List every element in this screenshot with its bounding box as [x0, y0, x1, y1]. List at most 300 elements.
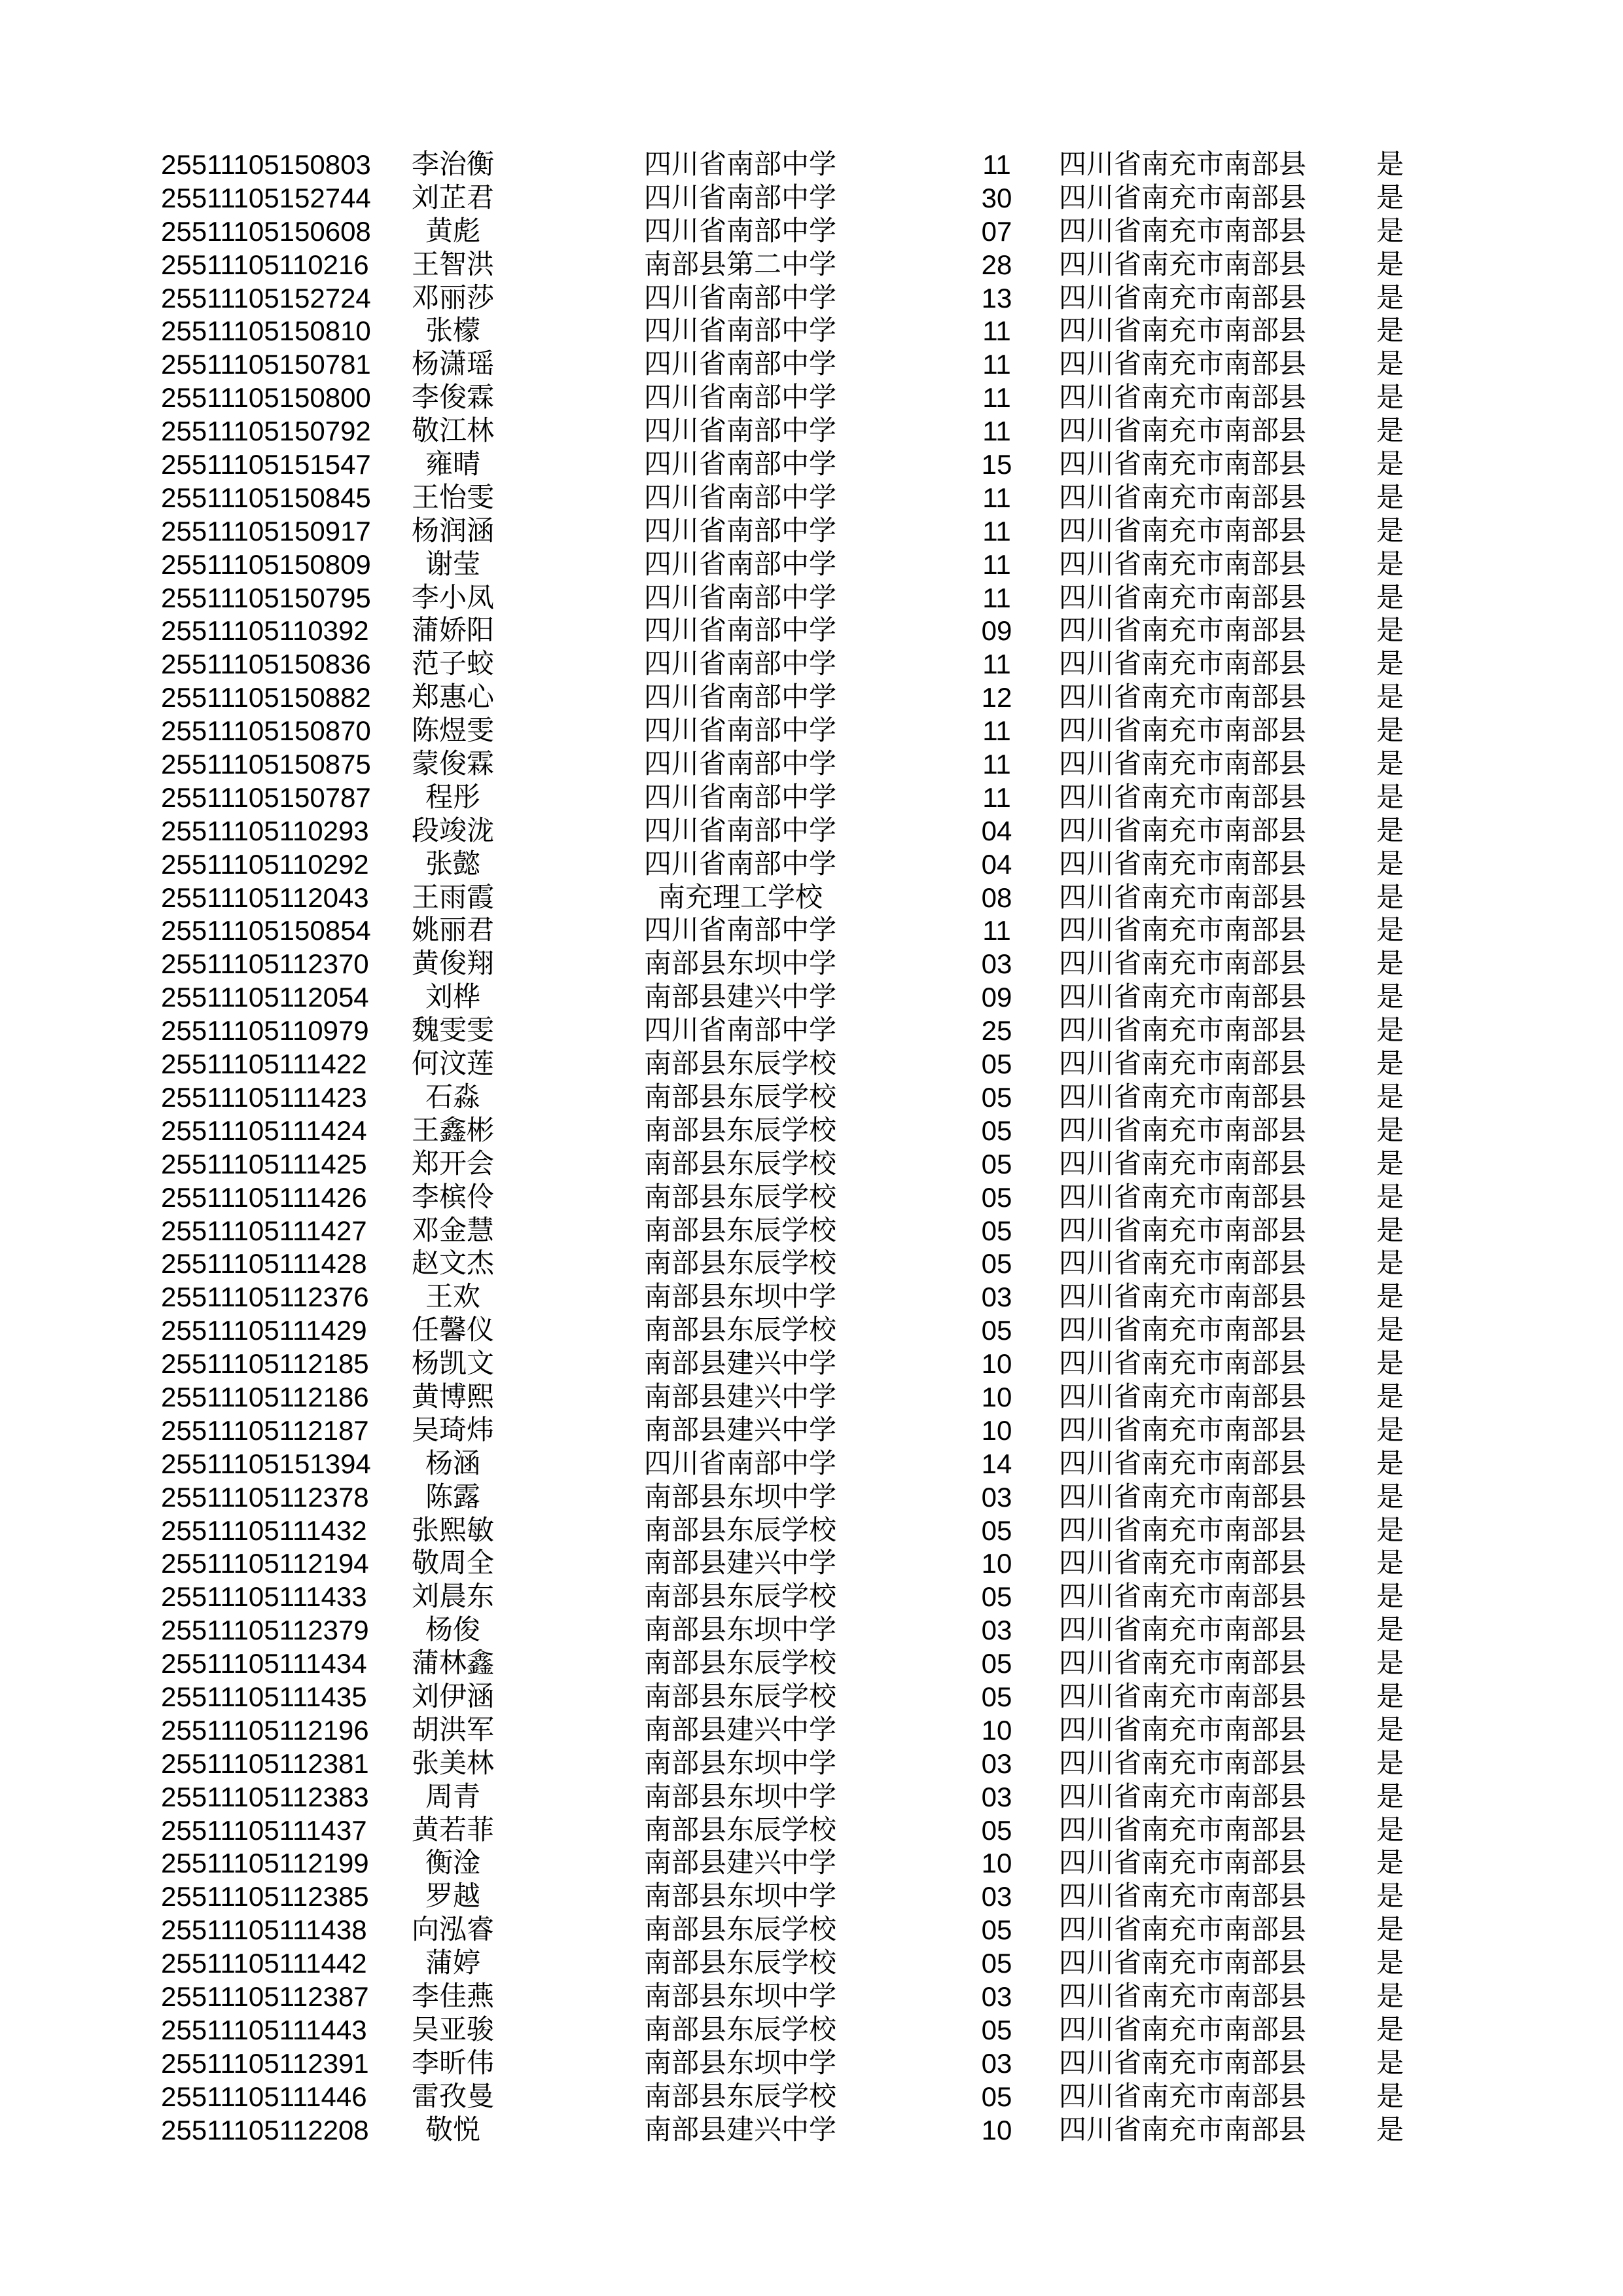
exam-id-cell: 25511105112187: [161, 1414, 369, 1446]
exam-id-cell: 25511105111443: [161, 2014, 367, 2045]
student-name-cell: 陈露: [425, 1482, 480, 1513]
table-row: [0, 981, 1623, 1014]
student-name-cell: 黄若菲: [411, 1815, 494, 1846]
class-code-cell: 28: [981, 249, 1012, 280]
class-code-cell: 03: [981, 948, 1012, 980]
exam-id-cell: 25511105110293: [161, 815, 369, 846]
region-cell: 四川省南充市南部县: [1058, 1082, 1306, 1113]
region-cell: 四川省南充市南部县: [1058, 416, 1306, 447]
region-cell: 四川省南充市南部县: [1058, 183, 1306, 213]
table-row: [0, 848, 1623, 882]
student-name-cell: 张懿: [425, 849, 480, 880]
school-cell: 南部县建兴中学: [643, 1549, 836, 1579]
class-code-cell: 10: [981, 1714, 1012, 1746]
confirm-flag-cell: 是: [1376, 1049, 1404, 1080]
school-cell: 四川省南部中学: [643, 1448, 836, 1479]
school-cell: 南部县东辰学校: [643, 1149, 836, 1179]
confirm-flag-cell: 是: [1376, 1615, 1404, 1646]
region-cell: 四川省南充市南部县: [1058, 1848, 1306, 1879]
student-name-cell: 杨俊: [425, 1615, 480, 1646]
table-row: [0, 1681, 1623, 1714]
school-cell: 四川省南部中学: [643, 416, 836, 447]
table-row: [0, 914, 1623, 948]
student-name-cell: 谢莹: [425, 549, 480, 580]
confirm-flag-cell: 是: [1376, 949, 1404, 980]
region-cell: 四川省南充市南部县: [1058, 1715, 1306, 1746]
confirm-flag-cell: 是: [1376, 1215, 1404, 1246]
student-name-cell: 陈煜雯: [411, 716, 494, 747]
class-code-cell: 05: [981, 1681, 1012, 1712]
exam-id-cell: 25511105110292: [161, 848, 369, 880]
class-code-cell: 14: [981, 1448, 1012, 1479]
school-cell: 南部县东辰学校: [643, 1681, 836, 1712]
region-cell: 四川省南充市南部县: [1058, 1016, 1306, 1047]
table-row: [0, 382, 1623, 415]
class-code-cell: 04: [981, 815, 1012, 846]
table-row: [0, 482, 1623, 515]
table-row: [0, 582, 1623, 615]
school-cell: 南部县东坝中学: [643, 1482, 836, 1513]
school-cell: 南部县东辰学校: [643, 1215, 836, 1246]
school-cell: 南部县第二中学: [643, 249, 836, 280]
exam-id-cell: 25511105112185: [161, 1348, 369, 1380]
exam-id-cell: 25511105111428: [161, 1248, 367, 1280]
table-row: [0, 781, 1623, 815]
exam-id-cell: 25511105150870: [161, 715, 371, 747]
exam-id-cell: 25511105112370: [161, 948, 369, 980]
table-row: [0, 748, 1623, 781]
table-row: [0, 1981, 1623, 2014]
region-cell: 四川省南充市南部县: [1058, 2015, 1306, 2045]
confirm-flag-cell: 是: [1376, 882, 1404, 913]
table-row: [0, 1647, 1623, 1681]
confirm-flag-cell: 是: [1376, 1715, 1404, 1746]
student-name-cell: 王鑫彬: [411, 1115, 494, 1146]
confirm-flag-cell: 是: [1376, 1182, 1404, 1213]
confirm-flag-cell: 是: [1376, 1582, 1404, 1613]
school-cell: 南部县东辰学校: [643, 1049, 836, 1080]
confirm-flag-cell: 是: [1376, 649, 1404, 680]
region-cell: 四川省南充市南部县: [1058, 249, 1306, 280]
class-code-cell: 11: [982, 315, 1011, 347]
exam-id-cell: 25511105111422: [161, 1049, 367, 1080]
class-code-cell: 11: [982, 416, 1011, 447]
confirm-flag-cell: 是: [1376, 1282, 1404, 1313]
table-row: [0, 415, 1623, 448]
region-cell: 四川省南充市南部县: [1058, 1482, 1306, 1513]
school-cell: 四川省南部中学: [643, 683, 836, 713]
class-code-cell: 05: [981, 1648, 1012, 1679]
confirm-flag-cell: 是: [1376, 416, 1404, 447]
school-cell: 四川省南部中学: [643, 150, 836, 180]
confirm-flag-cell: 是: [1376, 316, 1404, 347]
table-row: [0, 1014, 1623, 1048]
school-cell: 四川省南部中学: [643, 616, 836, 647]
table-row: [0, 1381, 1623, 1414]
class-code-cell: 05: [981, 1081, 1012, 1113]
school-cell: 南部县东辰学校: [643, 1515, 836, 1546]
table-row: [0, 215, 1623, 249]
school-cell: 南充理工学校: [657, 882, 823, 913]
exam-id-cell: 25511105111427: [161, 1215, 367, 1246]
student-name-cell: 魏雯雯: [411, 1016, 494, 1047]
table-row: [0, 1081, 1623, 1115]
student-name-cell: 张美林: [411, 1748, 494, 1779]
class-code-cell: 12: [981, 682, 1012, 713]
region-cell: 四川省南充市南部县: [1058, 982, 1306, 1013]
region-cell: 四川省南充市南部县: [1058, 1115, 1306, 1146]
region-cell: 四川省南充市南部县: [1058, 949, 1306, 980]
confirm-flag-cell: 是: [1376, 2115, 1404, 2145]
class-code-cell: 05: [981, 1515, 1012, 1546]
school-cell: 四川省南部中学: [643, 649, 836, 680]
exam-id-cell: 25511105150836: [161, 649, 371, 680]
school-cell: 四川省南部中学: [643, 782, 836, 813]
confirm-flag-cell: 是: [1376, 982, 1404, 1013]
exam-id-cell: 25511105112379: [161, 1615, 369, 1646]
table-row: [0, 1448, 1623, 1481]
student-name-cell: 敬江林: [411, 416, 494, 447]
region-cell: 四川省南充市南部县: [1058, 150, 1306, 180]
school-cell: 南部县东辰学校: [643, 1182, 836, 1213]
class-code-cell: 03: [981, 1881, 1012, 1912]
confirm-flag-cell: 是: [1376, 2048, 1404, 2079]
table-row: [0, 1148, 1623, 1181]
school-cell: 四川省南部中学: [643, 283, 836, 314]
region-cell: 四川省南充市南部县: [1058, 2081, 1306, 2112]
student-name-cell: 衡淦: [425, 1848, 480, 1879]
region-cell: 四川省南充市南部县: [1058, 782, 1306, 813]
region-cell: 四川省南充市南部县: [1058, 2048, 1306, 2079]
confirm-flag-cell: 是: [1376, 350, 1404, 380]
student-name-cell: 王欢: [425, 1282, 480, 1313]
class-code-cell: 05: [981, 1315, 1012, 1346]
student-name-cell: 张熙敏: [411, 1515, 494, 1546]
student-name-cell: 李佳燕: [411, 1981, 494, 2012]
student-name-cell: 刘伊涵: [411, 1681, 494, 1712]
class-code-cell: 11: [982, 915, 1011, 946]
table-row: [0, 1947, 1623, 1981]
table-row: [0, 1181, 1623, 1215]
student-name-cell: 姚丽君: [411, 916, 494, 946]
table-row: [0, 282, 1623, 315]
class-code-cell: 05: [981, 1115, 1012, 1146]
student-name-cell: 王怡雯: [411, 482, 494, 513]
class-code-cell: 15: [981, 449, 1012, 480]
exam-id-cell: 25511105150792: [161, 416, 371, 447]
student-name-cell: 刘桦: [425, 982, 480, 1013]
region-cell: 四川省南充市南部县: [1058, 1515, 1306, 1546]
student-name-cell: 蒙俊霖: [411, 749, 494, 780]
student-name-cell: 周青: [425, 1782, 480, 1812]
student-name-cell: 黄俊翔: [411, 949, 494, 980]
student-name-cell: 黄彪: [425, 216, 480, 247]
class-code-cell: 10: [981, 2114, 1012, 2145]
confirm-flag-cell: 是: [1376, 1415, 1404, 1446]
exam-id-cell: 25511105111438: [161, 1914, 367, 1946]
student-name-cell: 王雨霞: [411, 882, 494, 913]
table-row: [0, 348, 1623, 382]
region-cell: 四川省南充市南部县: [1058, 1948, 1306, 1979]
class-code-cell: 03: [981, 1981, 1012, 2012]
table-row: [0, 315, 1623, 348]
confirm-flag-cell: 是: [1376, 1382, 1404, 1412]
school-cell: 南部县东辰学校: [643, 2015, 836, 2045]
exam-id-cell: 25511105152724: [161, 282, 371, 314]
region-cell: 四川省南充市南部县: [1058, 1748, 1306, 1779]
region-cell: 四川省南充市南部县: [1058, 882, 1306, 913]
confirm-flag-cell: 是: [1376, 2015, 1404, 2045]
school-cell: 南部县东辰学校: [643, 1915, 836, 1946]
exam-id-cell: 25511105150795: [161, 582, 371, 613]
region-cell: 四川省南充市南部县: [1058, 916, 1306, 946]
school-cell: 南部县建兴中学: [643, 1715, 836, 1746]
class-code-cell: 11: [982, 482, 1011, 513]
student-name-cell: 敬周全: [411, 1549, 494, 1579]
class-code-cell: 09: [981, 982, 1012, 1013]
table-row: [0, 1314, 1623, 1348]
school-cell: 南部县东辰学校: [643, 1582, 836, 1613]
class-code-cell: 11: [982, 515, 1011, 547]
student-name-cell: 郑开会: [411, 1149, 494, 1179]
table-row: [0, 182, 1623, 215]
school-cell: 南部县东辰学校: [643, 1082, 836, 1113]
exam-id-cell: 25511105110979: [161, 1015, 369, 1047]
region-cell: 四川省南充市南部县: [1058, 1549, 1306, 1579]
school-cell: 四川省南部中学: [643, 849, 836, 880]
school-cell: 四川省南部中学: [643, 383, 836, 414]
table-row: [0, 715, 1623, 748]
school-cell: 四川省南部中学: [643, 450, 836, 480]
student-name-cell: 李槟伶: [411, 1182, 494, 1213]
student-name-cell: 敬悦: [425, 2115, 480, 2145]
exam-id-cell: 25511105112378: [161, 1481, 369, 1513]
school-cell: 南部县东坝中学: [643, 949, 836, 980]
class-code-cell: 10: [981, 1381, 1012, 1412]
confirm-flag-cell: 是: [1376, 583, 1404, 613]
region-cell: 四川省南充市南部县: [1058, 1815, 1306, 1846]
region-cell: 四川省南充市南部县: [1058, 2115, 1306, 2145]
confirm-flag-cell: 是: [1376, 2081, 1404, 2112]
exam-id-cell: 25511105151394: [161, 1448, 371, 1479]
exam-id-cell: 25511105112054: [161, 982, 369, 1013]
exam-id-cell: 25511105112186: [161, 1381, 369, 1412]
school-cell: 南部县东坝中学: [643, 1282, 836, 1313]
class-code-cell: 25: [981, 1015, 1012, 1047]
table-row: [0, 615, 1623, 648]
table-row: [0, 2081, 1623, 2114]
table-row: [0, 815, 1623, 848]
region-cell: 四川省南充市南部县: [1058, 1981, 1306, 2012]
table-row: [0, 548, 1623, 582]
region-cell: 四川省南充市南部县: [1058, 482, 1306, 513]
student-name-cell: 蒲婷: [425, 1948, 480, 1979]
school-cell: 南部县东辰学校: [643, 2081, 836, 2112]
region-cell: 四川省南充市南部县: [1058, 1782, 1306, 1812]
school-cell: 南部县东辰学校: [643, 1649, 836, 1679]
exam-id-cell: 25511105150917: [161, 515, 371, 547]
region-cell: 四川省南充市南部县: [1058, 1615, 1306, 1646]
table-row: [0, 448, 1623, 482]
exam-id-cell: 25511105112387: [161, 1981, 369, 2012]
student-name-cell: 李昕伟: [411, 2048, 494, 2079]
student-name-cell: 程彤: [425, 782, 480, 813]
region-cell: 四川省南充市南部县: [1058, 649, 1306, 680]
region-cell: 四川省南充市南部县: [1058, 1149, 1306, 1179]
class-code-cell: 05: [981, 1049, 1012, 1080]
school-cell: 四川省南部中学: [643, 549, 836, 580]
table-row: [0, 1814, 1623, 1848]
exam-id-cell: 25511105112391: [161, 2047, 369, 2079]
class-code-cell: 03: [981, 1481, 1012, 1513]
confirm-flag-cell: 是: [1376, 283, 1404, 314]
class-code-cell: 03: [981, 2047, 1012, 2079]
exam-id-cell: 25511105111426: [161, 1181, 367, 1213]
school-cell: 四川省南部中学: [643, 716, 836, 747]
class-code-cell: 11: [982, 582, 1011, 613]
confirm-flag-cell: 是: [1376, 383, 1404, 414]
confirm-flag-cell: 是: [1376, 1882, 1404, 1912]
student-registration-table: [0, 149, 1623, 2147]
school-cell: 四川省南部中学: [643, 816, 836, 846]
region-cell: 四川省南充市南部县: [1058, 350, 1306, 380]
student-name-cell: 王智洪: [411, 249, 494, 280]
class-code-cell: 05: [981, 1148, 1012, 1179]
confirm-flag-cell: 是: [1376, 1848, 1404, 1879]
school-cell: 南部县东辰学校: [643, 1249, 836, 1280]
confirm-flag-cell: 是: [1376, 1016, 1404, 1047]
confirm-flag-cell: 是: [1376, 183, 1404, 213]
exam-id-cell: 25511105150875: [161, 749, 371, 780]
region-cell: 四川省南充市南部县: [1058, 316, 1306, 347]
region-cell: 四川省南充市南部县: [1058, 383, 1306, 414]
table-row: [0, 1748, 1623, 1781]
class-code-cell: 05: [981, 1948, 1012, 1979]
region-cell: 四川省南充市南部县: [1058, 1215, 1306, 1246]
region-cell: 四川省南充市南部县: [1058, 549, 1306, 580]
class-code-cell: 11: [982, 649, 1011, 680]
student-name-cell: 蒲娇阳: [411, 616, 494, 647]
school-cell: 南部县东坝中学: [643, 2048, 836, 2079]
school-cell: 南部县建兴中学: [643, 1415, 836, 1446]
class-code-cell: 05: [981, 2081, 1012, 2112]
confirm-flag-cell: 是: [1376, 1549, 1404, 1579]
table-row: [0, 1781, 1623, 1814]
class-code-cell: 08: [981, 882, 1012, 913]
region-cell: 四川省南充市南部县: [1058, 450, 1306, 480]
school-cell: 南部县东坝中学: [643, 1748, 836, 1779]
exam-id-cell: 25511105151547: [161, 449, 371, 480]
confirm-flag-cell: 是: [1376, 516, 1404, 547]
exam-id-cell: 25511105110216: [161, 249, 369, 280]
exam-id-cell: 25511105150608: [161, 215, 371, 247]
school-cell: 四川省南部中学: [643, 216, 836, 247]
exam-id-cell: 25511105150854: [161, 915, 371, 946]
class-code-cell: 05: [981, 2014, 1012, 2045]
confirm-flag-cell: 是: [1376, 1649, 1404, 1679]
student-name-cell: 石淼: [425, 1082, 480, 1113]
student-name-cell: 何汶莲: [411, 1049, 494, 1080]
table-row: [0, 149, 1623, 182]
student-name-cell: 杨凯文: [411, 1349, 494, 1380]
table-row: [0, 1515, 1623, 1548]
school-cell: 南部县东坝中学: [643, 1882, 836, 1912]
table-row: [0, 681, 1623, 715]
region-cell: 四川省南充市南部县: [1058, 616, 1306, 647]
confirm-flag-cell: 是: [1376, 1448, 1404, 1479]
school-cell: 南部县东辰学校: [643, 1948, 836, 1979]
class-code-cell: 11: [982, 548, 1011, 580]
student-name-cell: 赵文杰: [411, 1249, 494, 1280]
confirm-flag-cell: 是: [1376, 1316, 1404, 1346]
exam-id-cell: 25511105112376: [161, 1282, 369, 1313]
school-cell: 四川省南部中学: [643, 516, 836, 547]
student-name-cell: 李治衡: [411, 150, 494, 180]
region-cell: 四川省南充市南部县: [1058, 1415, 1306, 1446]
exam-id-cell: 25511105112199: [161, 1848, 369, 1879]
confirm-flag-cell: 是: [1376, 916, 1404, 946]
school-cell: 南部县建兴中学: [643, 1382, 836, 1412]
exam-id-cell: 25511105152744: [161, 182, 371, 213]
student-name-cell: 段竣泷: [411, 816, 494, 846]
confirm-flag-cell: 是: [1376, 1748, 1404, 1779]
student-name-cell: 吴亚骏: [411, 2015, 494, 2045]
exam-id-cell: 25511105150800: [161, 382, 371, 414]
class-code-cell: 11: [982, 382, 1011, 414]
class-code-cell: 05: [981, 1248, 1012, 1280]
table-row: [0, 1914, 1623, 1947]
region-cell: 四川省南充市南部县: [1058, 1448, 1306, 1479]
student-name-cell: 李小凤: [411, 583, 494, 613]
confirm-flag-cell: 是: [1376, 816, 1404, 846]
exam-id-cell: 25511105111442: [161, 1948, 367, 1979]
class-code-cell: 11: [982, 749, 1011, 780]
region-cell: 四川省南充市南部县: [1058, 1249, 1306, 1280]
class-code-cell: 11: [982, 349, 1011, 380]
school-cell: 南部县建兴中学: [643, 982, 836, 1013]
school-cell: 南部县东坝中学: [643, 1615, 836, 1646]
student-name-cell: 胡洪军: [411, 1715, 494, 1746]
exam-id-cell: 25511105110392: [161, 615, 369, 647]
region-cell: 四川省南充市南部县: [1058, 583, 1306, 613]
student-name-cell: 刘晨东: [411, 1582, 494, 1613]
class-code-cell: 11: [982, 149, 1011, 180]
exam-id-cell: 25511105112208: [161, 2114, 369, 2145]
region-cell: 四川省南充市南部县: [1058, 816, 1306, 846]
class-code-cell: 09: [981, 615, 1012, 647]
class-code-cell: 03: [981, 1282, 1012, 1313]
class-code-cell: 05: [981, 1581, 1012, 1613]
table-row: [0, 1581, 1623, 1614]
confirm-flag-cell: 是: [1376, 482, 1404, 513]
region-cell: 四川省南充市南部县: [1058, 1049, 1306, 1080]
table-row: [0, 1714, 1623, 1748]
student-name-cell: 李俊霖: [411, 383, 494, 414]
school-cell: 四川省南部中学: [643, 916, 836, 946]
region-cell: 四川省南充市南部县: [1058, 1382, 1306, 1412]
confirm-flag-cell: 是: [1376, 1249, 1404, 1280]
confirm-flag-cell: 是: [1376, 1948, 1404, 1979]
class-code-cell: 10: [981, 1548, 1012, 1579]
confirm-flag-cell: 是: [1376, 249, 1404, 280]
school-cell: 南部县东坝中学: [643, 1782, 836, 1812]
exam-id-cell: 25511105111437: [161, 1814, 367, 1846]
class-code-cell: 04: [981, 848, 1012, 880]
class-code-cell: 03: [981, 1781, 1012, 1812]
student-name-cell: 向泓睿: [411, 1915, 494, 1946]
exam-id-cell: 25511105111423: [161, 1081, 367, 1113]
exam-id-cell: 25511105112385: [161, 1881, 369, 1912]
